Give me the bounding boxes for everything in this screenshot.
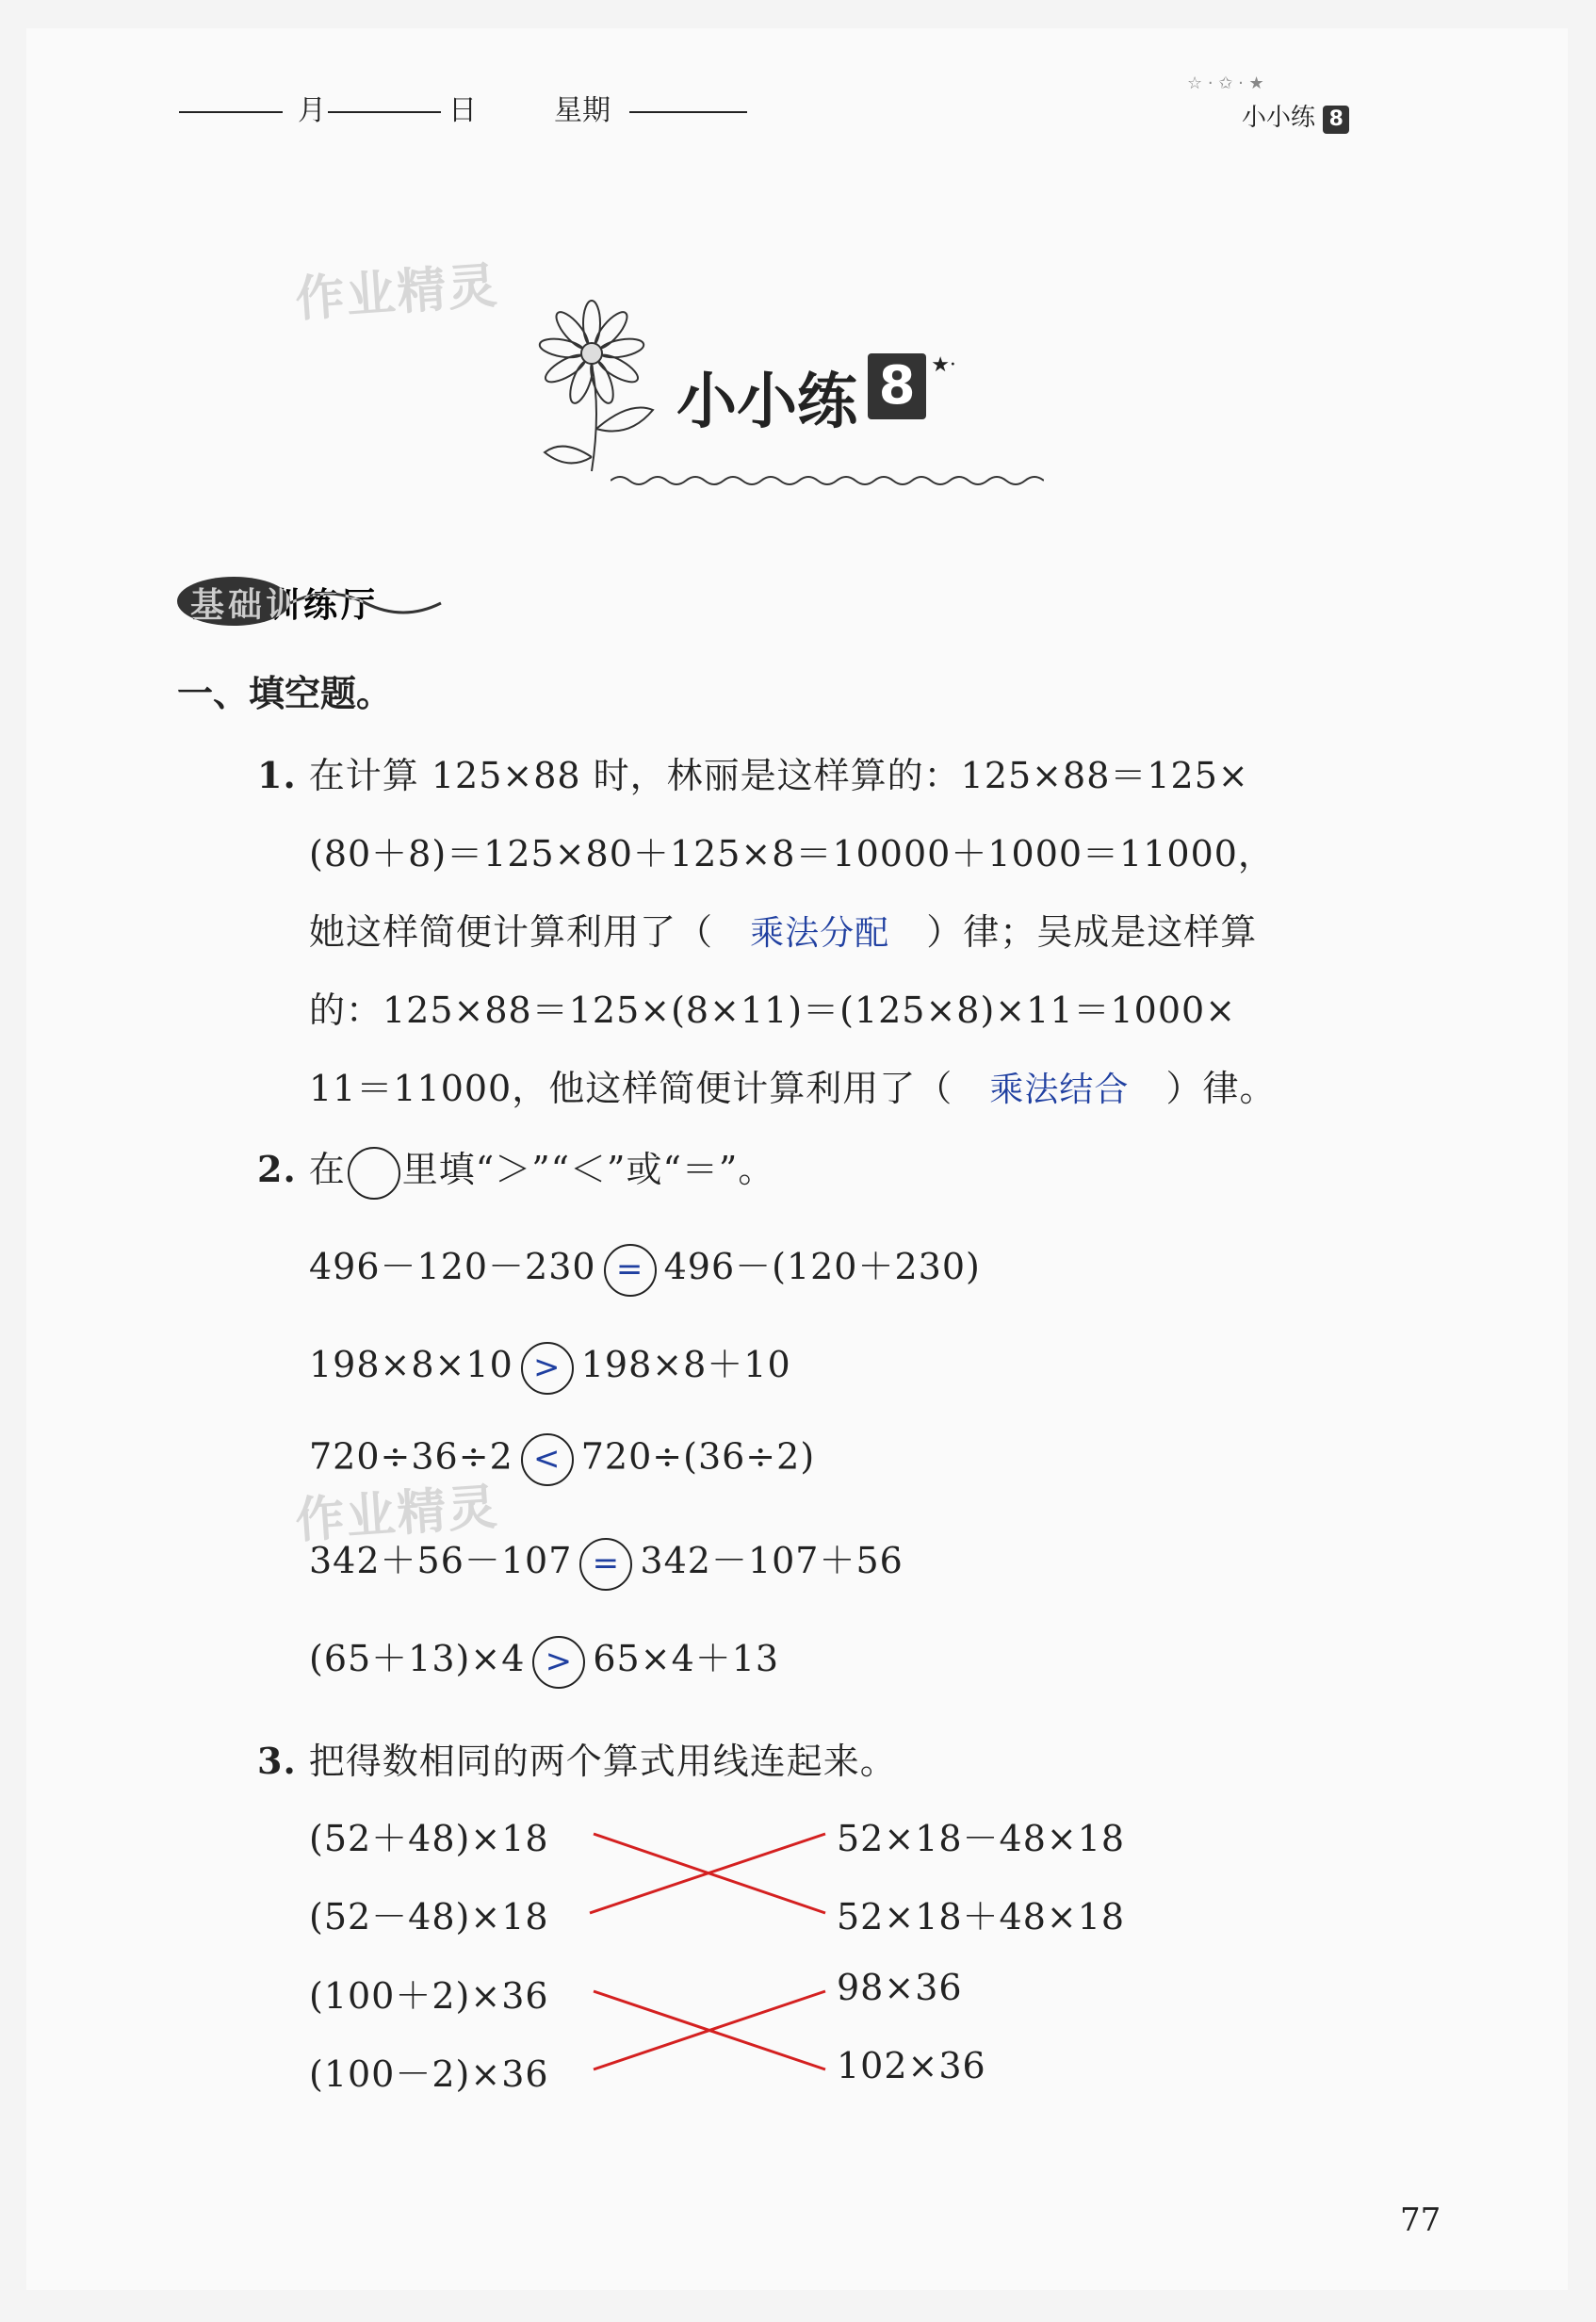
q2-row-3-sign: < bbox=[521, 1433, 574, 1486]
q1-number: 1. bbox=[257, 754, 297, 796]
q2-row-2-right: 198×8＋10 bbox=[580, 1344, 791, 1385]
q1-line-3-after: ）律；吴成是这样算 bbox=[926, 911, 1258, 953]
q3-left-4: (100－2)×36 bbox=[309, 2053, 549, 2095]
weekday-label: 星期 bbox=[554, 94, 611, 127]
watermark-top: 作业精灵 bbox=[293, 257, 501, 329]
q3-right-2: 52×18＋48×18 bbox=[837, 1896, 1126, 1938]
q3-right-4: 102×36 bbox=[837, 2045, 986, 2086]
day-label: 日 bbox=[448, 94, 477, 127]
q3-right-3: 98×36 bbox=[837, 1967, 963, 2008]
q3-left-2: (52－48)×18 bbox=[309, 1896, 549, 1938]
q3-right-1: 52×18－48×18 bbox=[837, 1818, 1126, 1859]
q2-row-2-sign: > bbox=[521, 1342, 574, 1395]
q3-connection-lines bbox=[26, 28, 1568, 2290]
q2-row-4-sign: = bbox=[579, 1538, 632, 1591]
q1-answer-2: 乘法结合 bbox=[989, 1071, 1130, 1109]
q2-row-5-sign: > bbox=[532, 1636, 585, 1689]
q2-row-4-left: 342＋56－107 bbox=[309, 1540, 573, 1581]
watermark-middle: 作业精灵 bbox=[293, 1479, 501, 1550]
month-label: 月 bbox=[298, 94, 326, 127]
title-number-badge: 8 bbox=[868, 353, 926, 419]
title-word: 小小练 bbox=[676, 368, 857, 437]
q3-prompt-text: 把得数相同的两个算式用线连起来。 bbox=[308, 1741, 897, 1782]
corner-stars-icon: ☆ · ✩ · ★ bbox=[1187, 74, 1264, 93]
q2-row-1-right: 496－(120＋230) bbox=[663, 1246, 981, 1287]
q1-line-2: (80＋8)＝125×80＋125×8＝10000＋1000＝11000， bbox=[309, 833, 1275, 875]
q2-row-4-right: 342－107＋56 bbox=[640, 1540, 904, 1581]
q2-row-1-left: 496－120－230 bbox=[309, 1246, 596, 1287]
q2-row-2-left: 198×8×10 bbox=[309, 1344, 513, 1385]
title-stars-icon: ★· bbox=[931, 353, 956, 377]
q2-prompt-before: 在 bbox=[308, 1149, 346, 1190]
q2-row-1-sign: = bbox=[604, 1244, 657, 1297]
workbook-page bbox=[26, 28, 1568, 2290]
q3-number: 3. bbox=[257, 1740, 297, 1782]
q1-answer-1: 乘法分配 bbox=[750, 914, 890, 953]
q2-number: 2. bbox=[257, 1148, 297, 1190]
q1-line-5-after: ）律。 bbox=[1165, 1068, 1277, 1109]
page-number: 77 bbox=[1400, 2201, 1441, 2239]
q3-left-3: (100＋2)×36 bbox=[309, 1975, 549, 2017]
part-one-heading: 一、填空题。 bbox=[177, 673, 393, 714]
q1-line-4: 的：125×88＝125×(8×11)＝(125×8)×11＝1000× bbox=[309, 989, 1237, 1031]
q1-line-3-before: 她这样简便计算利用了（ bbox=[309, 911, 714, 953]
q2-row-5-right: 65×4＋13 bbox=[593, 1638, 780, 1679]
section-banner-text: 基础训练厅 bbox=[190, 586, 380, 625]
corner-label: 小小练 bbox=[1242, 104, 1316, 132]
q1-line-5-before: 11＝11000，他这样简便计算利用了（ bbox=[309, 1068, 953, 1109]
q2-prompt-after: 里填“＞”“＜”或“＝”。 bbox=[401, 1149, 775, 1190]
q2-row-3-left: 720÷36÷2 bbox=[309, 1435, 513, 1478]
q2-row-3-right: 720÷(36÷2) bbox=[580, 1435, 816, 1478]
q2-row-5-left: (65＋13)×4 bbox=[309, 1638, 526, 1679]
q1-line-1-text: 在计算 125×88 时，林丽是这样算的：125×88＝125× bbox=[308, 755, 1249, 796]
q3-left-1: (52＋48)×18 bbox=[309, 1818, 549, 1859]
corner-number-badge: 8 bbox=[1323, 106, 1349, 134]
